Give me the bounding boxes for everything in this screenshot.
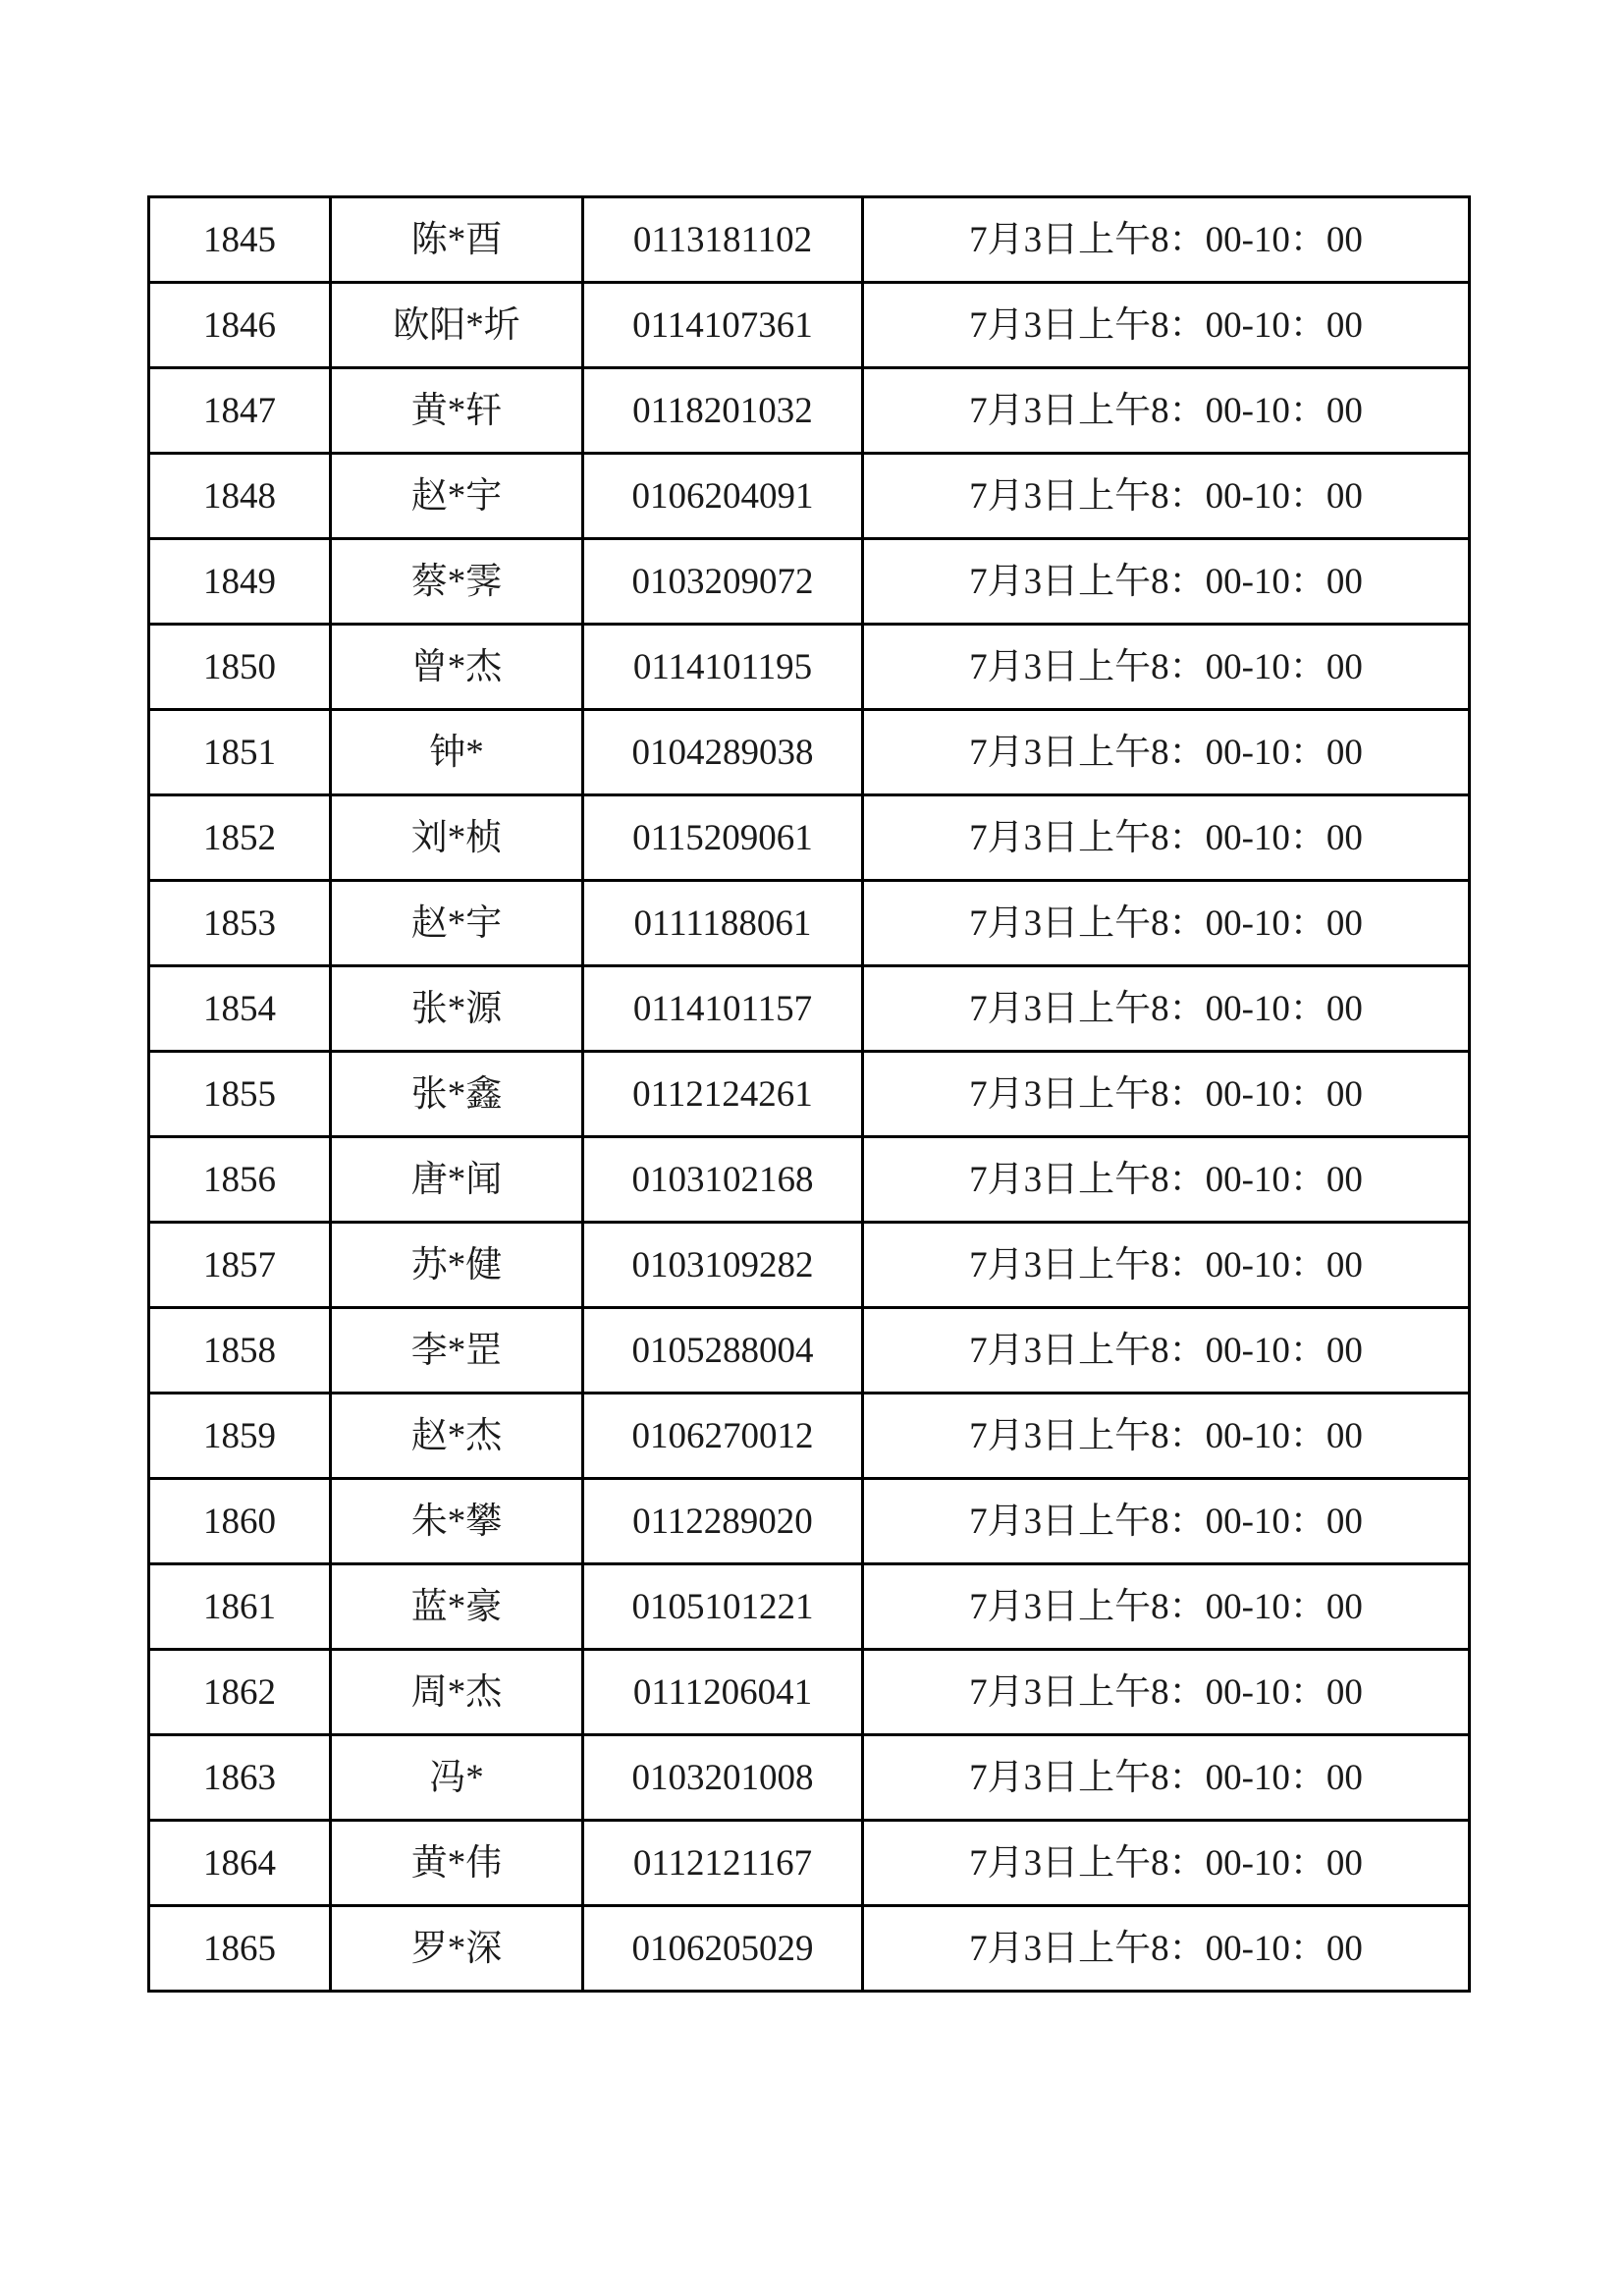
table-row <box>149 1564 1470 1650</box>
exam-time: 7月3日上午8：00-10：00 <box>863 1052 1470 1137</box>
table-row <box>149 1223 1470 1308</box>
student-name: 赵*杰 <box>331 1394 583 1479</box>
row-number: 1856 <box>149 1137 331 1223</box>
table-row <box>149 539 1470 625</box>
row-number: 1854 <box>149 966 331 1052</box>
table-row <box>149 1394 1470 1479</box>
student-id: 0106204091 <box>583 454 863 539</box>
student-id: 0114101157 <box>583 966 863 1052</box>
table-row <box>149 625 1470 710</box>
exam-time: 7月3日上午8：00-10：00 <box>863 1906 1470 1992</box>
student-id: 0115209061 <box>583 795 863 881</box>
row-number: 1850 <box>149 625 331 710</box>
exam-time: 7月3日上午8：00-10：00 <box>863 454 1470 539</box>
row-number: 1862 <box>149 1650 331 1735</box>
row-number: 1848 <box>149 454 331 539</box>
student-id: 0111206041 <box>583 1650 863 1735</box>
row-number: 1847 <box>149 368 331 454</box>
student-id: 0112124261 <box>583 1052 863 1137</box>
row-number: 1860 <box>149 1479 331 1564</box>
exam-time: 7月3日上午8：00-10：00 <box>863 1223 1470 1308</box>
table-row <box>149 1821 1470 1906</box>
row-number: 1853 <box>149 881 331 966</box>
exam-time: 7月3日上午8：00-10：00 <box>863 966 1470 1052</box>
row-number: 1851 <box>149 710 331 795</box>
exam-time: 7月3日上午8：00-10：00 <box>863 1137 1470 1223</box>
student-name: 蔡*霁 <box>331 539 583 625</box>
student-name: 蓝*豪 <box>331 1564 583 1650</box>
table-row <box>149 1479 1470 1564</box>
student-id: 0103201008 <box>583 1735 863 1821</box>
table-row <box>149 966 1470 1052</box>
student-name: 唐*闻 <box>331 1137 583 1223</box>
student-name: 黄*伟 <box>331 1821 583 1906</box>
table-row <box>149 283 1470 368</box>
table-row <box>149 881 1470 966</box>
exam-time: 7月3日上午8：00-10：00 <box>863 625 1470 710</box>
table-row <box>149 1650 1470 1735</box>
student-name: 冯* <box>331 1735 583 1821</box>
roster-table <box>147 195 1471 1993</box>
student-name: 钟* <box>331 710 583 795</box>
table-row <box>149 710 1470 795</box>
student-name: 曾*杰 <box>331 625 583 710</box>
student-id: 0103209072 <box>583 539 863 625</box>
student-id: 0114107361 <box>583 283 863 368</box>
student-name: 赵*宇 <box>331 881 583 966</box>
exam-time: 7月3日上午8：00-10：00 <box>863 1735 1470 1821</box>
student-name: 赵*宇 <box>331 454 583 539</box>
student-id: 0111188061 <box>583 881 863 966</box>
row-number: 1852 <box>149 795 331 881</box>
student-id: 0106205029 <box>583 1906 863 1992</box>
student-id: 0113181102 <box>583 197 863 283</box>
student-id: 0105288004 <box>583 1308 863 1394</box>
student-id: 0104289038 <box>583 710 863 795</box>
row-number: 1861 <box>149 1564 331 1650</box>
row-number: 1855 <box>149 1052 331 1137</box>
student-id: 0112289020 <box>583 1479 863 1564</box>
row-number: 1846 <box>149 283 331 368</box>
exam-time: 7月3日上午8：00-10：00 <box>863 1650 1470 1735</box>
table-row <box>149 454 1470 539</box>
student-name: 刘*桢 <box>331 795 583 881</box>
student-id: 0118201032 <box>583 368 863 454</box>
exam-time: 7月3日上午8：00-10：00 <box>863 1564 1470 1650</box>
table-row <box>149 197 1470 283</box>
row-number: 1858 <box>149 1308 331 1394</box>
row-number: 1857 <box>149 1223 331 1308</box>
student-name: 罗*深 <box>331 1906 583 1992</box>
student-name: 苏*健 <box>331 1223 583 1308</box>
table-row <box>149 368 1470 454</box>
row-number: 1864 <box>149 1821 331 1906</box>
exam-time: 7月3日上午8：00-10：00 <box>863 539 1470 625</box>
row-number: 1849 <box>149 539 331 625</box>
exam-time: 7月3日上午8：00-10：00 <box>863 197 1470 283</box>
student-id: 0112121167 <box>583 1821 863 1906</box>
student-id: 0106270012 <box>583 1394 863 1479</box>
student-name: 张*源 <box>331 966 583 1052</box>
student-name: 黄*轩 <box>331 368 583 454</box>
student-name: 陈*酉 <box>331 197 583 283</box>
exam-time: 7月3日上午8：00-10：00 <box>863 1394 1470 1479</box>
student-id: 0103109282 <box>583 1223 863 1308</box>
student-name: 张*鑫 <box>331 1052 583 1137</box>
table-row <box>149 1137 1470 1223</box>
row-number: 1845 <box>149 197 331 283</box>
table-row <box>149 1308 1470 1394</box>
student-id: 0105101221 <box>583 1564 863 1650</box>
exam-time: 7月3日上午8：00-10：00 <box>863 881 1470 966</box>
table-row <box>149 1735 1470 1821</box>
row-number: 1863 <box>149 1735 331 1821</box>
exam-time: 7月3日上午8：00-10：00 <box>863 1479 1470 1564</box>
student-name: 李*罡 <box>331 1308 583 1394</box>
exam-time: 7月3日上午8：00-10：00 <box>863 710 1470 795</box>
exam-time: 7月3日上午8：00-10：00 <box>863 1821 1470 1906</box>
row-number: 1859 <box>149 1394 331 1479</box>
exam-time: 7月3日上午8：00-10：00 <box>863 283 1470 368</box>
table-row <box>149 795 1470 881</box>
exam-time: 7月3日上午8：00-10：00 <box>863 368 1470 454</box>
student-id: 0114101195 <box>583 625 863 710</box>
table-row <box>149 1906 1470 1992</box>
table-row <box>149 1052 1470 1137</box>
exam-time: 7月3日上午8：00-10：00 <box>863 1308 1470 1394</box>
student-name: 朱*攀 <box>331 1479 583 1564</box>
student-id: 0103102168 <box>583 1137 863 1223</box>
exam-time: 7月3日上午8：00-10：00 <box>863 795 1470 881</box>
student-name: 欧阳*圻 <box>331 283 583 368</box>
student-name: 周*杰 <box>331 1650 583 1735</box>
row-number: 1865 <box>149 1906 331 1992</box>
